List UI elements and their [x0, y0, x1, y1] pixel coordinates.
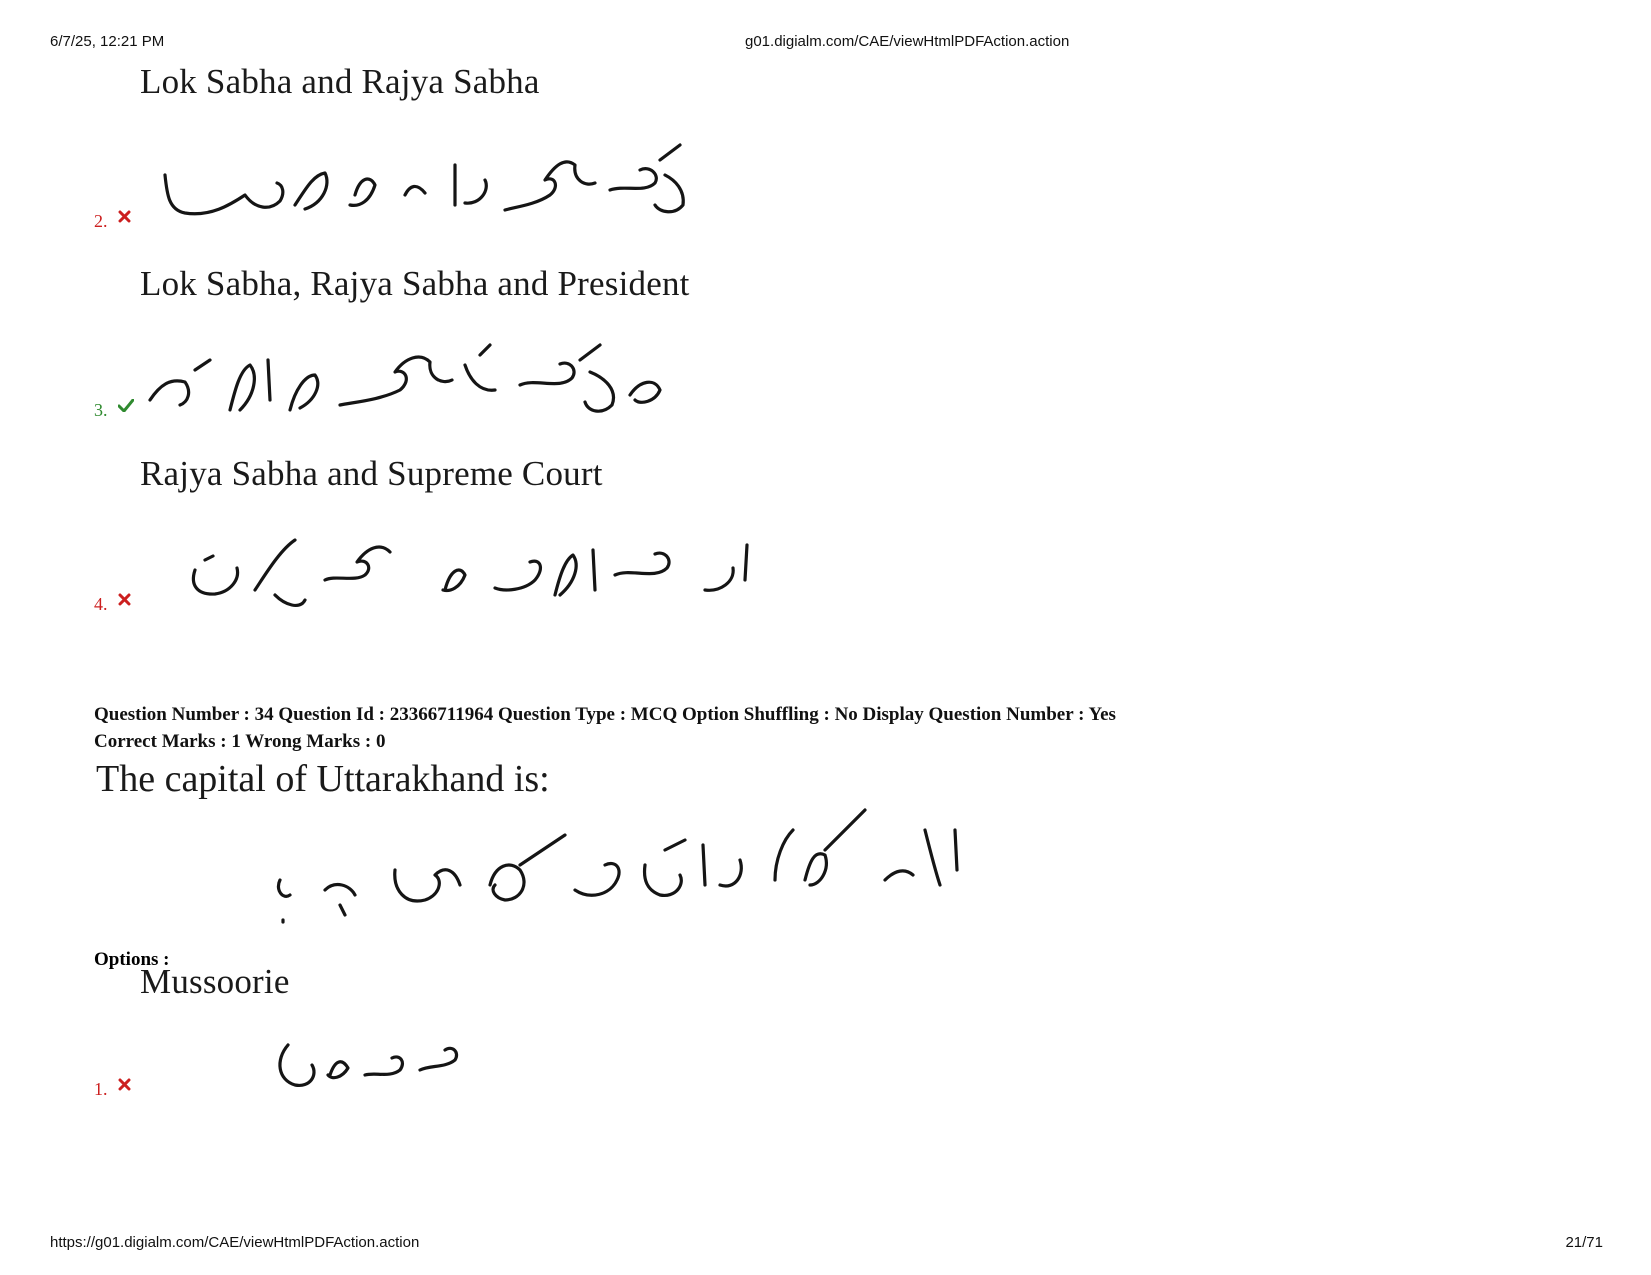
option-english-text: Lok Sabha and Rajya Sabha [140, 62, 540, 101]
option-number [94, 210, 131, 232]
print-datetime: 6/7/25, 12:21 PM [50, 33, 165, 50]
option-number-text: 4. [94, 594, 108, 614]
print-footer [0, 1234, 1651, 1254]
question-marks: Correct Marks : 1 Wrong Marks : 0 [94, 731, 386, 752]
wrong-cross-icon [118, 210, 131, 223]
question-meta: Question Number : 34 Question Id : 23366711964 Question Type : MCQ Option Shuffling : No Display Question Number : Yes [94, 704, 1116, 725]
urdu-handwriting-image [265, 790, 985, 940]
print-header [0, 33, 1651, 53]
correct-check-icon [118, 399, 134, 412]
urdu-handwriting-image [185, 520, 785, 630]
option-number [94, 1078, 131, 1100]
option-english-text: Rajya Sabha and Supreme Court [140, 454, 603, 493]
print-header-url: g01.digialm.com/CAE/viewHtmlPDFAction.action [745, 33, 1070, 50]
urdu-handwriting-image [140, 330, 740, 440]
print-footer-url: https://g01.digialm.com/CAE/viewHtmlPDFAction.action [50, 1234, 420, 1251]
option-number-text: 3. [94, 400, 108, 420]
urdu-handwriting-image [270, 1030, 470, 1100]
page-number: 21/71 [1565, 1234, 1603, 1251]
option-number [94, 593, 131, 615]
urdu-handwriting-image [155, 135, 695, 235]
option-english-text: Lok Sabha, Rajya Sabha and President [140, 264, 690, 303]
option-number-text: 1. [94, 1079, 108, 1099]
wrong-cross-icon [118, 593, 131, 606]
option-number-text: 2. [94, 211, 108, 231]
option-english-text: Mussoorie [140, 962, 290, 1001]
wrong-cross-icon [118, 1078, 131, 1091]
question-text: The capital of Uttarakhand is: [96, 758, 550, 800]
options-label: Options : [94, 949, 170, 970]
option-number [94, 399, 134, 421]
